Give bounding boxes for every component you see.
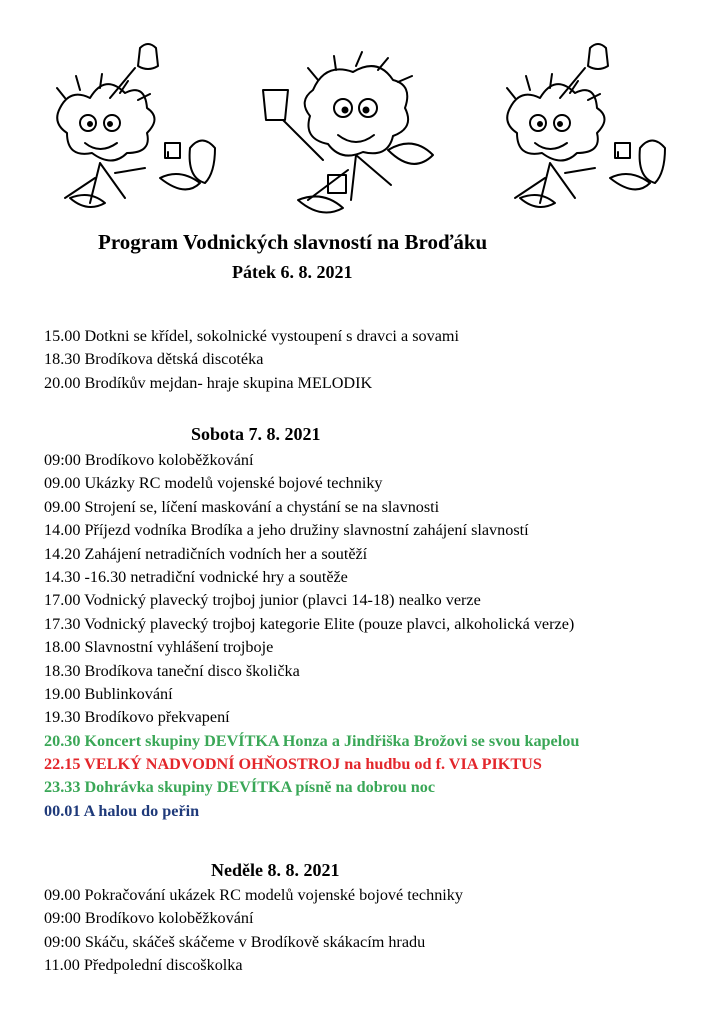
schedule-list-friday: [44, 325, 459, 395]
schedule-item: 00.01 A halou do peřin: [44, 801, 200, 820]
schedule-item: 14.20 Zahájení netradičních vodních her a soutěží: [44, 544, 368, 563]
water-goblin-illustration-right: [490, 38, 680, 228]
schedule-item: 23.33 Dohrávka skupiny DEVÍTKA písně na dobrou noc: [44, 778, 436, 797]
day-heading-sunday: Neděle 8. 8. 2021: [211, 860, 340, 880]
schedule-item: 20.30 Koncert skupiny DEVÍTKA Honza a Jindřiška Brožovi se svou kapelou: [44, 731, 580, 750]
schedule-item: 19.00 Bublinkování: [44, 684, 173, 703]
schedule-item: 18.30 Brodíkova dětská discotéka: [44, 350, 264, 369]
schedule-item: 17.00 Vodnický plavecký trojboj junior (plavci 14-18) nealko verze: [44, 591, 481, 610]
schedule-item: 17.30 Vodnický plavecký trojboj kategorie Elite (pouze plavci, alkoholická verze): [44, 614, 575, 633]
page-title: Program Vodnických slavností na Broďáku: [98, 230, 488, 254]
water-goblin-illustration-center: [238, 50, 453, 225]
schedule-item: 11.00 Předpolední discoškolka: [44, 956, 243, 975]
schedule-item: 19.30 Brodíkovo překvapení: [44, 708, 230, 727]
schedule-item: 09:00 Skáču, skáčeš skáčeme v Brodíkově skákacím hradu: [44, 932, 426, 951]
schedule-item: 18.00 Slavnostní vyhlášení trojboje: [44, 638, 274, 657]
schedule-item: 09.00 Ukázky RC modelů vojenské bojové techniky: [44, 474, 383, 493]
water-goblin-illustration-left: [40, 38, 230, 228]
schedule-item: 22.15 VELKÝ NADVODNÍ OHŇOSTROJ na hudbu od f. VIA PIKTUS: [44, 755, 542, 774]
schedule-item: 09.00 Pokračování ukázek RC modelů vojenské bojové techniky: [44, 886, 463, 904]
schedule-item: 09:00 Brodíkovo koloběžkování: [44, 909, 254, 928]
schedule-list-sunday: [44, 884, 463, 978]
day-heading-saturday: Sobota 7. 8. 2021: [191, 424, 321, 444]
schedule-item: 14.00 Příjezd vodníka Brodíka a jeho družiny slavnostní zahájení slavností: [44, 521, 529, 540]
schedule-item: 14.30 -16.30 netradiční vodnické hry a soutěže: [44, 567, 348, 586]
schedule-item: 09.00 Strojení se, líčení maskování a chystání se na slavnosti: [44, 497, 440, 516]
schedule-item: 20.00 Brodíkův mejdan- hraje skupina MELODIK: [44, 373, 373, 392]
day-heading-friday: Pátek 6. 8. 2021: [232, 262, 353, 282]
schedule-item: 09:00 Brodíkovo koloběžkování: [44, 451, 254, 469]
schedule-item: 15.00 Dotkni se křídel, sokolnické vystoupení s dravci a sovami: [44, 327, 459, 345]
schedule-list-saturday: [44, 449, 579, 823]
schedule-item: 18.30 Brodíkova taneční disco školička: [44, 661, 300, 680]
